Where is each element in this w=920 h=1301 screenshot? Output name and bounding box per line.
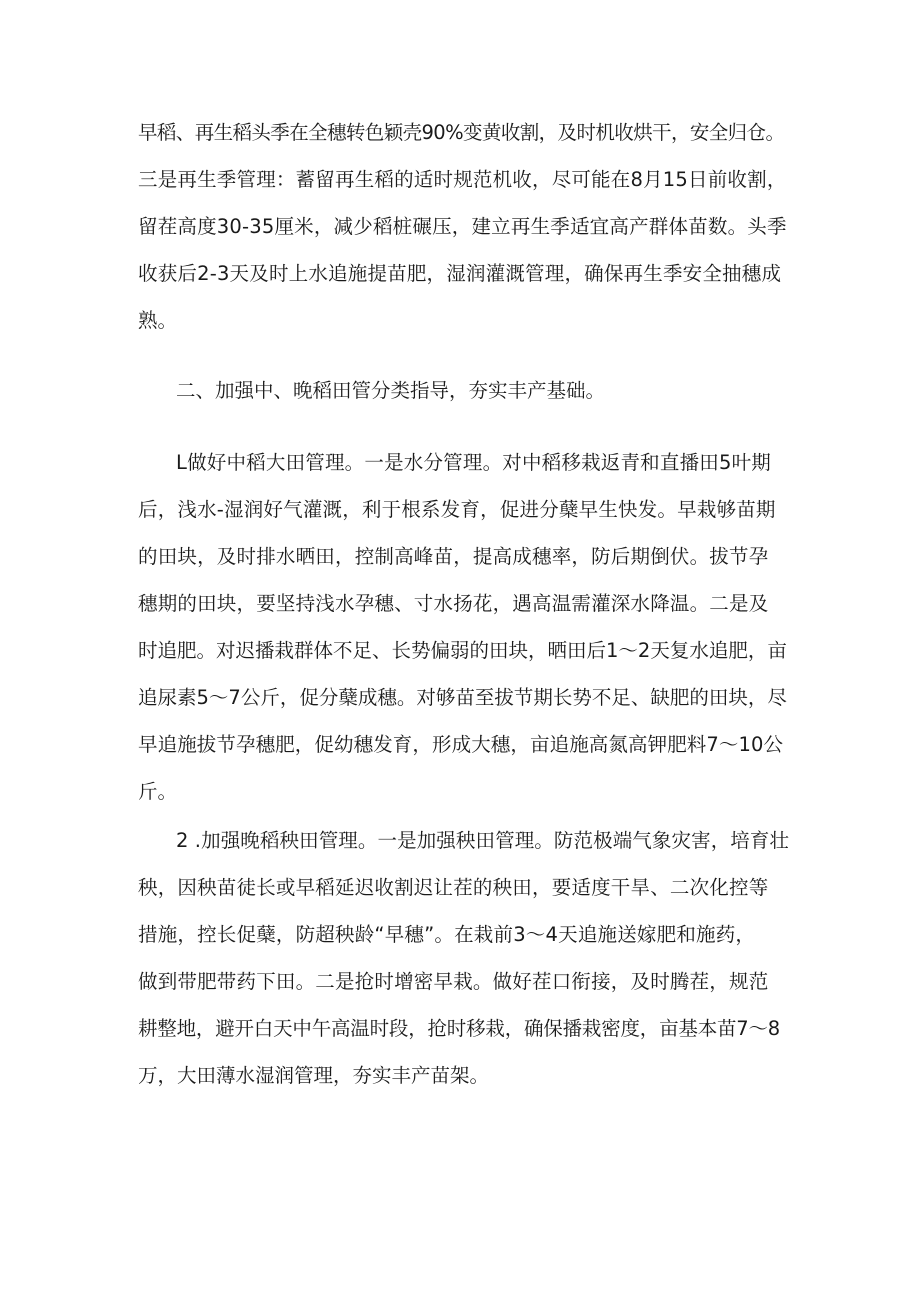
text-line: 秧，因秧苗徒长或早稻延迟收割迟让茬的秧田，要适度干旱、二次化控等 — [138, 876, 769, 899]
text-line: 穗期的田块，要坚持浅水孕穗、寸水扬花，遇高温需灌深水降温。二是及 — [138, 592, 769, 615]
text-line: 早追施拔节孕穗肥，促幼穗发育，形成大穗，亩追施高氮高钾肥料7〜10公 — [138, 733, 784, 756]
text-line: 后，浅水-湿润好气灌溉，利于根系发育，促进分蘖早生快发。早栽够苗期 — [138, 498, 776, 521]
text-line: L做好中稻大田管理。一是水分管理。对中稻移栽返青和直播田5叶期 — [176, 451, 771, 474]
text-line: 斤。 — [138, 780, 178, 803]
text-line: 收获后2-3天及时上水追施提苗肥，湿润灌溉管理，确保再生季安全抽穗成 — [138, 262, 782, 285]
text-line: 留茬高度30-35厘米，减少稻桩碾压，建立再生季适宜高产群体苗数。头季 — [138, 215, 787, 238]
text-line: 熟。 — [138, 309, 178, 332]
text-line: 时追肥。对迟播栽群体不足、长势偏弱的田块，晒田后1〜2天复水追肥，亩 — [138, 639, 787, 662]
text-line: 2 .加强晚稻秧田管理。一是加强秧田管理。防范极端气象灾害，培育壮 — [176, 829, 790, 852]
text-line: 早稻、再生稻头季在全穗转色颖壳90%变黄收割，及时机收烘干，安全归仓。 — [138, 121, 785, 144]
text-line: 做到带肥带药下田。二是抢时增密早栽。做好茬口衔接，及时腾茬，规范 — [138, 970, 769, 993]
text-line: 耕整地，避开白天中午高温时段，抢时移栽，确保播栽密度，亩基本苗7〜8 — [138, 1017, 781, 1040]
text-line: 的田块，及时排水晒田，控制高峰苗，提高成穗率，防后期倒伏。拔节孕 — [138, 545, 769, 568]
section-heading: 二、加强中、晚稻田管分类指导，夯实丰产基础。 — [176, 379, 606, 402]
text-line: 措施，控长促蘖，防超秧龄“早穗”。在栽前3〜4天追施送嫁肥和施药， — [138, 923, 756, 946]
text-line: 三是再生季管理：蓄留再生稻的适时规范机收，尽可能在8月15日前收割， — [138, 168, 787, 191]
text-line: 万，大田薄水湿润管理，夯实丰产苗架。 — [138, 1064, 490, 1087]
text-line: 追尿素5〜7公斤，促分蘖成穗。对够苗至拔节期长势不足、缺肥的田块，尽 — [138, 686, 787, 709]
